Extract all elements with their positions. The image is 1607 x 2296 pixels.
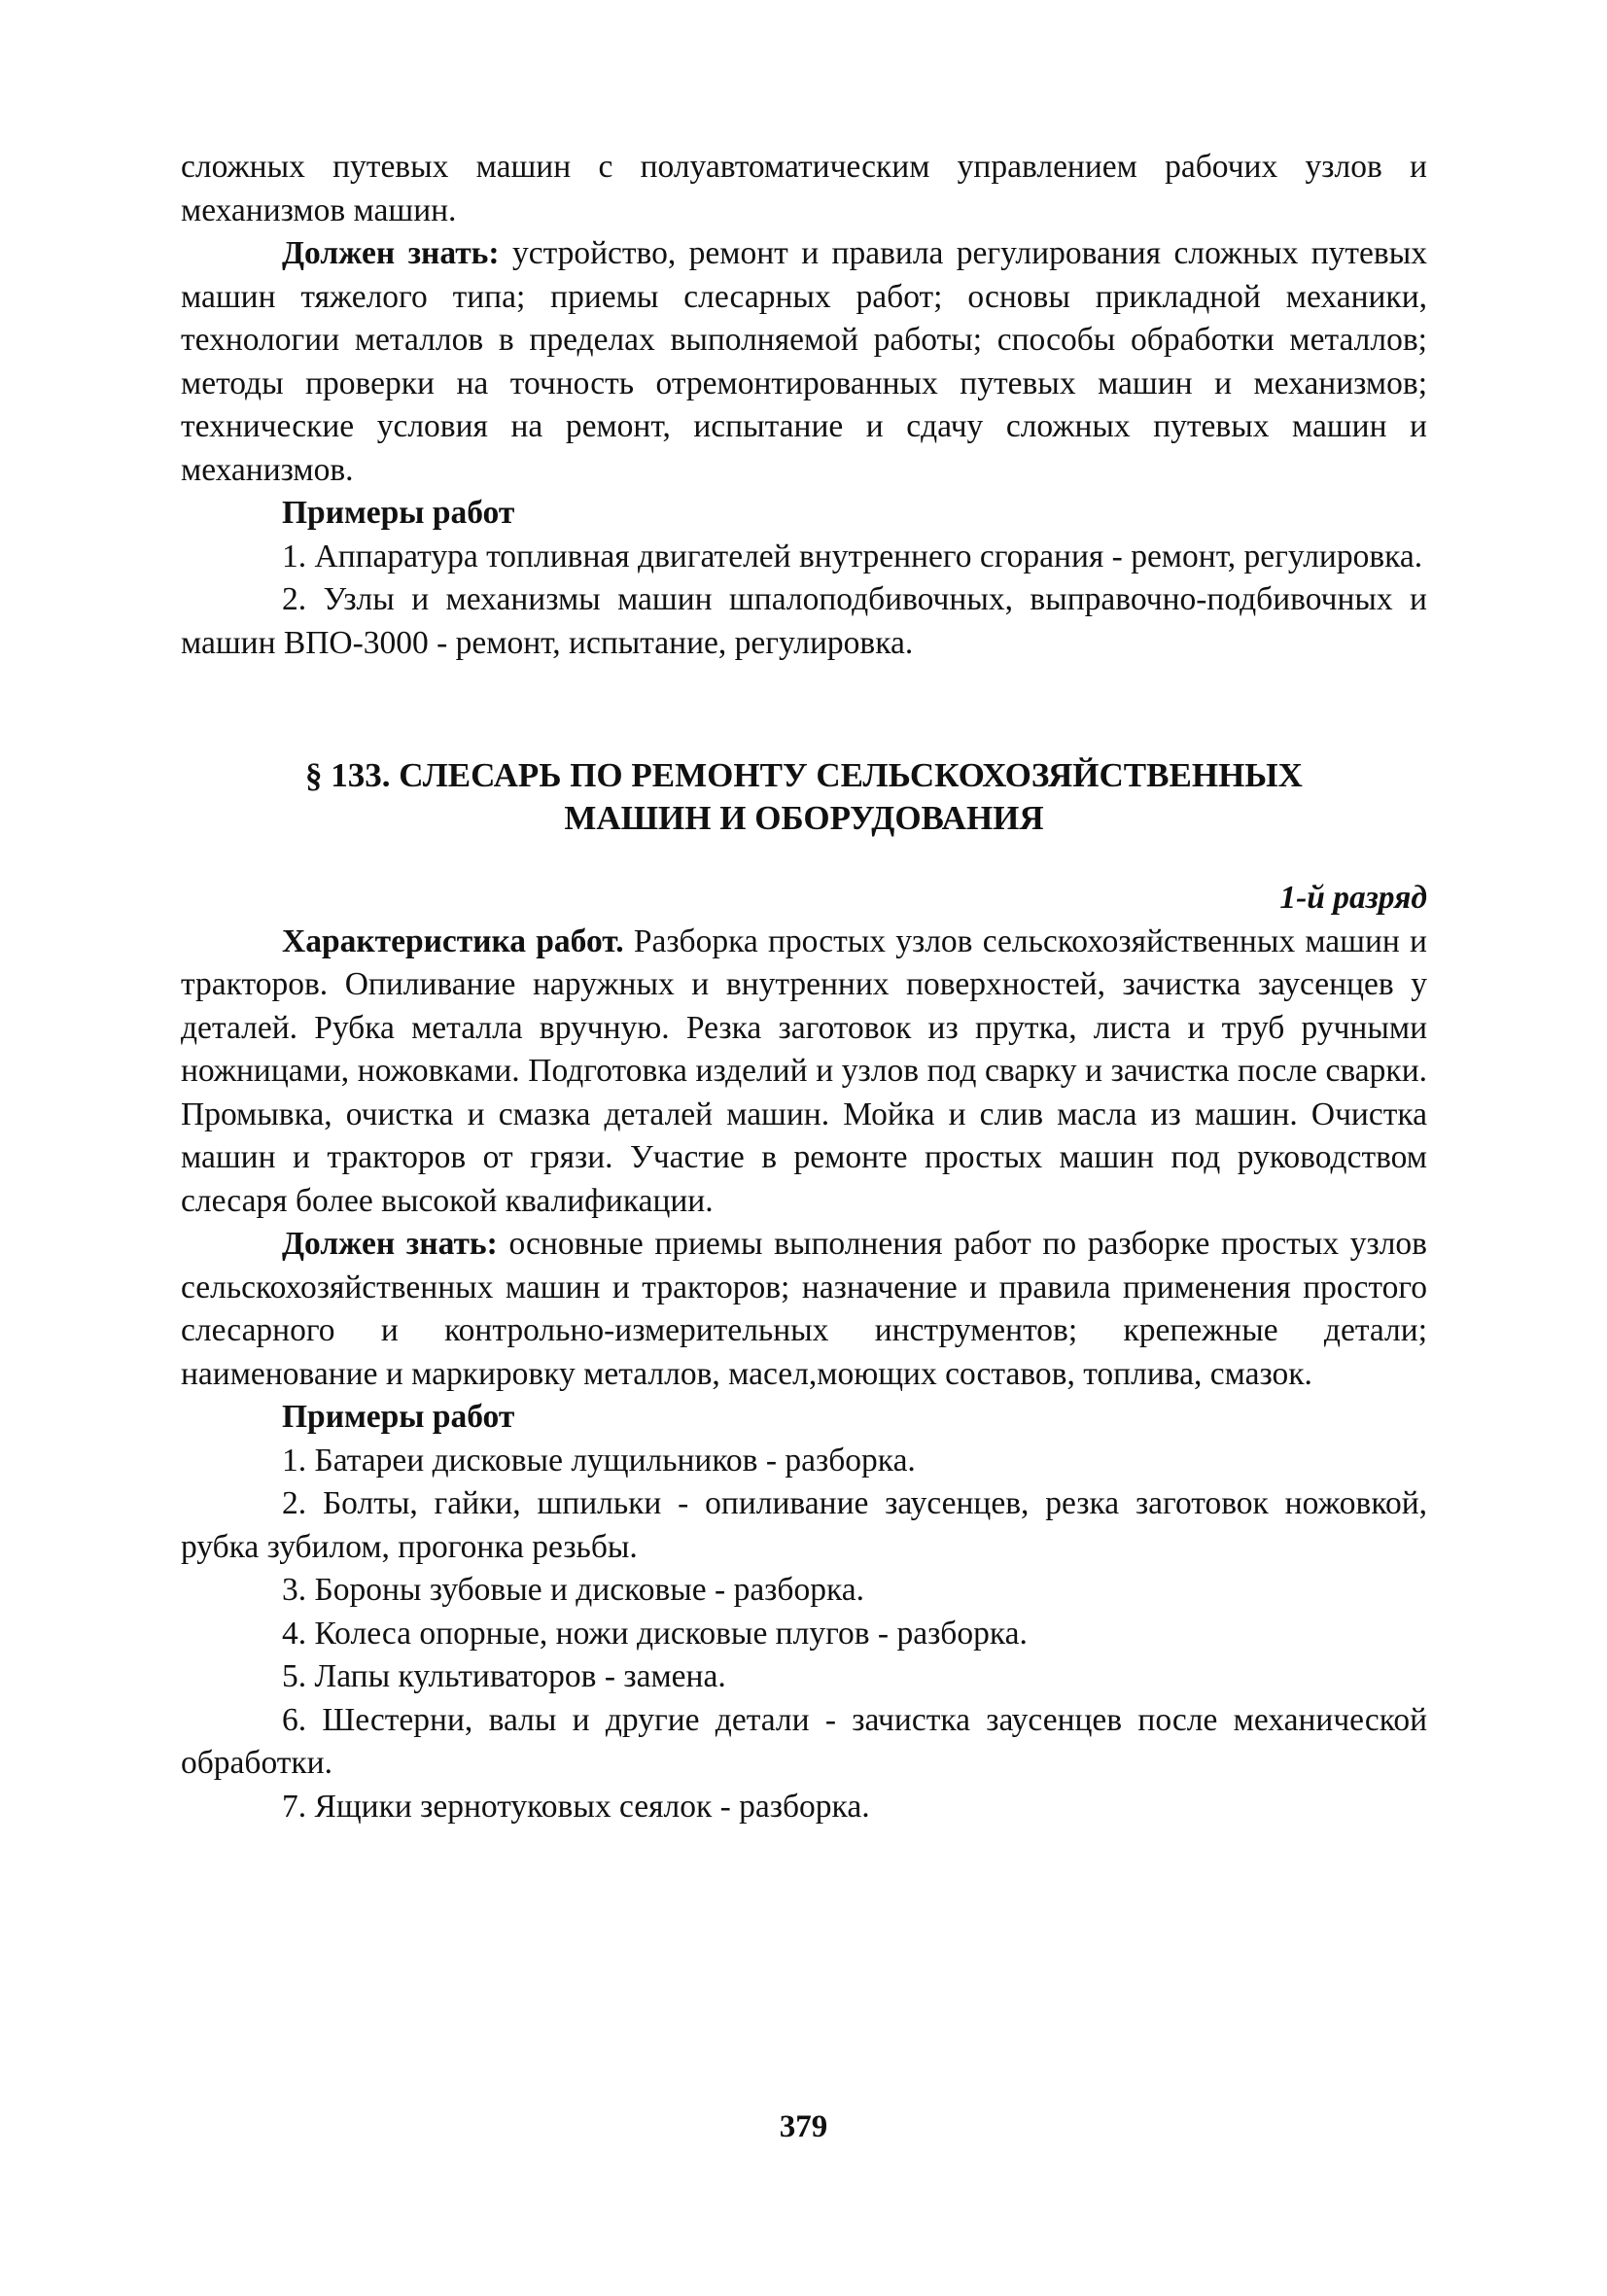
continuation-paragraph: сложных путевых машин с полуавтоматическим управлением рабочих узлов и механизмов машин. (181, 149, 1427, 228)
knowledge-label: Должен знать: (282, 1226, 498, 1262)
prev-knowledge-text: устройство, ремонт и правила регулирования сложных путевых машин тяжелого типа; приемы слесарных работ; основы прикладной механики, технологии металлов в пределах выполняемой работы; способы обработки металлов; методы проверки на точность отремонтированных путевых машин и механизмов; технические условия на ремонт, испытание и сдачу сложных путевых машин и механизмов. (181, 235, 1427, 488)
characteristic-text: Разборка простых узлов сельскохозяйственных машин и тракторов. Опиливание наружных и внутренних поверхностей, зачистка заусенцев у деталей. Рубка металла вручную. Резка заготовок из прутка, листа и труб ручными ножницами, ножовками. Подготовка изделий и узлов под сварку и зачистка после сварки. Промывка, очистка и смазка деталей машин. Мойка и слив масла из машин. Очистка машин и тракторов от грязи. Участие в ремонте простых машин под руководством слесаря более высокой квалификации. (181, 922, 1427, 1219)
example-item: 2. Болты, гайки, шпильки - опиливание заусенцев, резка заготовок ножовкой, рубка зубилом, прогонка резьбы. (181, 1485, 1427, 1565)
prev-knowledge-label: Должен знать: (282, 235, 500, 271)
characteristic-label: Характеристика работ. (282, 922, 624, 959)
example-item: 1. Батареи дисковые лущильников - разборка. (282, 1442, 916, 1478)
example-item: 3. Бороны зубовые и дисковые - разборка. (282, 1572, 864, 1608)
characteristic-paragraph (181, 921, 1427, 1224)
grade-label: 1-й разряд (1279, 880, 1427, 916)
knowledge-paragraph (181, 1223, 1427, 1396)
prev-examples-title: Примеры работ (282, 495, 515, 531)
knowledge-text: основные приемы выполнения работ по разборке простых узлов сельскохозяйственных машин и тракторов; назначение и правила применения простого слесарного и контрольно-измерительных инструментов; крепежные детали; наименование и маркировку металлов, масел,моющих составов, топлива, смазок. (181, 1226, 1427, 1392)
section-heading (181, 754, 1427, 840)
section-title-line2: МАШИН И ОБОРУДОВАНИЯ (564, 799, 1044, 837)
section-title-line1: § 133. СЛЕСАРЬ ПО РЕМОНТУ СЕЛЬСКОХОЗЯЙСТВЕННЫХ (305, 756, 1303, 794)
example-item: 5. Лапы культиваторов - замена. (282, 1658, 726, 1694)
example-item: 6. Шестерни, валы и другие детали - зачистка заусенцев после механической обработки. (181, 1701, 1427, 1781)
prev-example-item: 2. Узлы и механизмы машин шпалоподбивочных, выправочно-подбивочных и машин ВПО-3000 - ремонт, испытание, регулировка. (181, 581, 1427, 661)
example-item: 7. Ящики зернотуковых сеялок - разборка. (282, 1788, 870, 1825)
prev-example-item: 1. Аппаратура топливная двигателей внутреннего сгорания - ремонт, регулировка. (282, 538, 1423, 574)
examples-title: Примеры работ (282, 1399, 515, 1435)
page-number: 379 (779, 2109, 828, 2144)
prev-knowledge-paragraph (181, 232, 1427, 492)
example-item: 4. Колеса опорные, ножи дисковые плугов - разборка. (282, 1615, 1028, 1652)
document-page (181, 146, 1427, 1828)
